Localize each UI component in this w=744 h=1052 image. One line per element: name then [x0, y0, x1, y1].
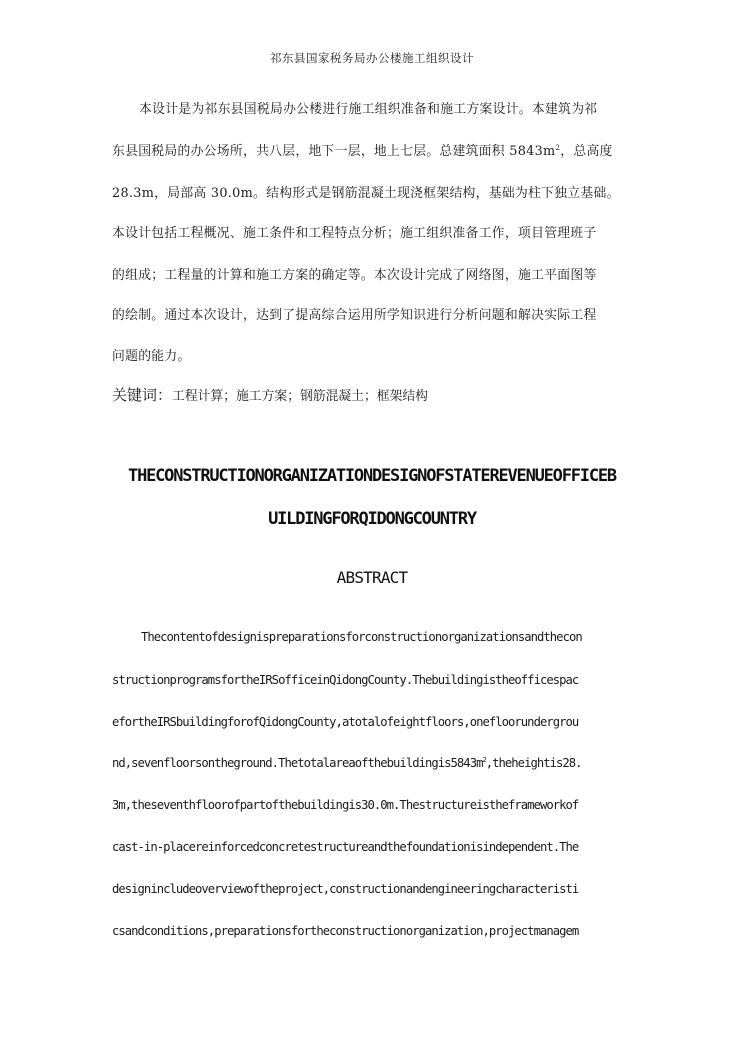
en-line-5: 3m,theseventhfloorofpartofthebuildingis30.0m.Thestructureistheframeworkof — [112, 798, 579, 812]
area-superscript: 2 — [555, 144, 561, 152]
cn-line-4: 本设计包括工程概况、施工条件和工程特点分析；施工组织准备工作，项目管理班子 — [112, 226, 597, 241]
cn-line-3: 28.3m，局部高 30.0m。结构形式是钢筋混凝土现浇框架结构，基础为柱下独立基础。 — [112, 186, 620, 201]
cn-line-2 — [112, 140, 613, 159]
cn-line-6: 的绘制。通过本次设计，达到了提高综合运用所学知识进行分析问题和解决实际工程 — [112, 308, 597, 323]
abstract-heading: ABSTRACT — [336, 568, 408, 587]
cn-line-5: 的组成；工程量的计算和施工方案的确定等。本次设计完成了网络图，施工平面图等 — [112, 268, 597, 283]
en-line-8: csandconditions,preparationsfortheconstructionorganization,projectmanagem — [112, 924, 579, 938]
en-line-3: efortheIRSbuildingforofQidongCounty,atotalofeightfloors,onefloorundergrou — [112, 715, 579, 729]
en-area-superscript: 2 — [482, 756, 486, 764]
cn-line-1: 本设计是为祁东县国税局办公楼进行施工组织准备和施工方案设计。本建筑为祁 — [139, 102, 598, 117]
running-header: 祁东县国家税务局办公楼施工组织设计 — [270, 51, 474, 65]
en-line-1: Thecontentofdesignispreparationsforconstructionorganizationsandthecon — [141, 630, 582, 644]
en-line-4 — [112, 756, 582, 770]
en-line-4-text: nd,sevenfloorsontheground.Thetotalareaofthebuildingis5843m — [112, 756, 483, 770]
en-line-4-tail: ,theheightis28. — [485, 756, 582, 770]
cn-line-2-tail: ，总高度 — [560, 144, 613, 159]
en-line-6: cast-in-placereinforcedconcretestructureandthefoundationisindependent.The — [112, 840, 579, 854]
keywords-label: 关键词： — [112, 386, 173, 404]
keywords-text: 工程计算；施工方案；钢筋混凝土；框架结构 — [172, 389, 428, 404]
english-title-line-1: THECONSTRUCTIONORGANIZATIONDESIGNOFSTATEREVENUEOFFICEB — [128, 466, 616, 486]
cn-line-2-text: 东县国税局的办公场所，共八层，地下一层，地上七层。总建筑面积 5843m — [112, 144, 556, 159]
cn-line-7: 问题的能力。 — [112, 349, 191, 364]
en-line-7: designincludeoverviewoftheproject,constructionandengineeringcharacteristi — [112, 882, 579, 896]
english-title-line-2: UILDINGFORQIDONGCOUNTRY — [268, 509, 476, 529]
en-line-2: structionprogramsfortheIRSofficeinQidongCounty.Thebuildingistheofficespac — [112, 673, 579, 687]
keywords — [112, 384, 428, 405]
